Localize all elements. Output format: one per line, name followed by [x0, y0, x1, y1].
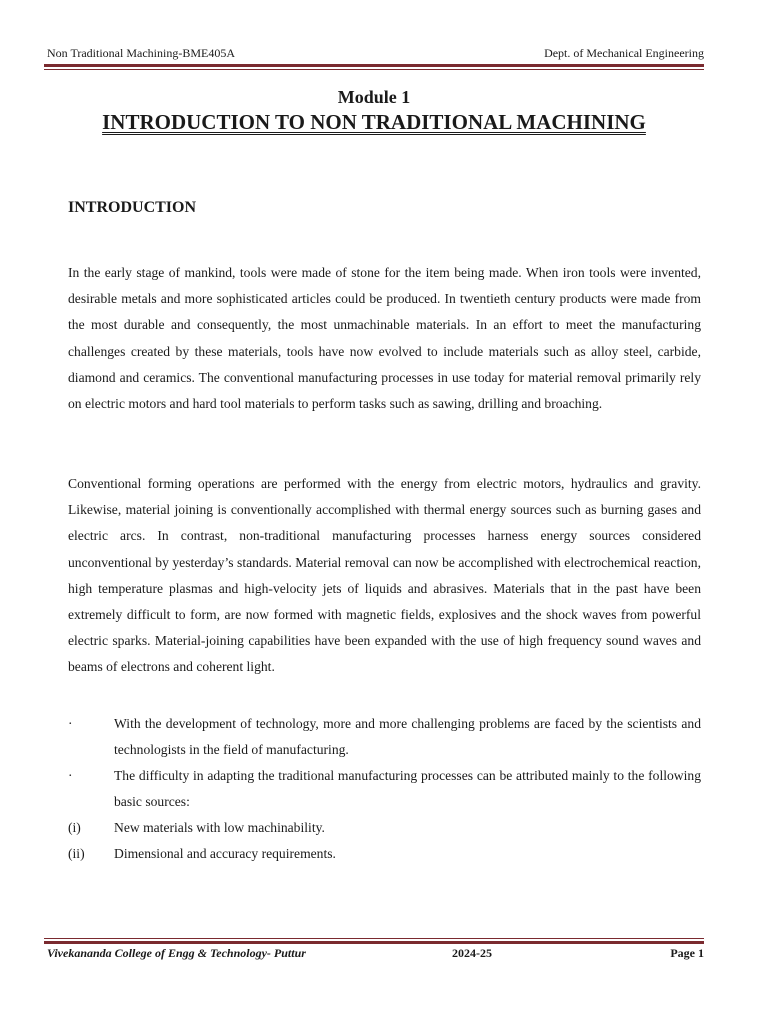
header-rule-thick	[44, 64, 704, 67]
footer-rule-thick	[44, 941, 704, 944]
list-item-text: With the development of technology, more and more challenging problems are faced by the scientists and technologists in the field of manufacturing.	[114, 716, 701, 757]
page-title: INTRODUCTION TO NON TRADITIONAL MACHINING	[102, 110, 646, 134]
page-header	[47, 44, 704, 62]
footer-rule-thin	[44, 938, 704, 939]
module-label: Module 1	[337, 87, 411, 107]
list-item-text: The difficulty in adapting the traditional manufacturing processes can be attributed mainly to the following basic sources:	[114, 768, 701, 809]
list-item-text: New materials with low machinability.	[114, 820, 325, 835]
bullet-marker: ·	[68, 768, 73, 783]
paragraph-1: In the early stage of mankind, tools were made of stone for the item being made. When iron tools were invented, desirable metals and more sophisticated articles could be produced. In twentieth century products were made from the most durable and consequently, the most unmachinable materials. In an effort to meet the manufacturing challenges created by these materials, tools have now evolved to include materials such as alloy steel, carbide, diamond and ceramics. The conventional manufacturing processes in use today for material removal primarily rely on electric motors and hard tool materials to perform tasks such as sawing, drilling and broaching.	[68, 265, 701, 412]
list-item	[68, 711, 701, 763]
footer-college: Vivekananda College of Engg & Technology- Puttur	[47, 946, 306, 960]
header-department: Dept. of Mechanical Engineering	[544, 46, 704, 60]
header-course-code: Non Traditional Machining-BME405A	[47, 46, 235, 60]
paragraph-2: Conventional forming operations are performed with the energy from electric motors, hydraulics and gravity. Likewise, material joining is conventionally accomplished with thermal energy sources such as burning gases and electric arcs. In contrast, non-traditional manufacturing processes harness energy sources considered unconventional by yesterday’s standards. Material removal can now be accomplished with electrochemical reaction, high temperature plasmas and high-velocity jets of liquids and abrasives. Materials that in the past have been extremely difficult to form, are now formed with magnetic fields, explosives and the shock waves from powerful electric sparks. Material-joining capabilities have been expanded with the use of high frequency sound waves and beams of electrons and coherent light.	[68, 476, 701, 675]
numbered-marker: (i)	[68, 820, 81, 835]
section-heading: INTRODUCTION	[68, 199, 197, 216]
list-item	[68, 763, 701, 815]
footer-page-number: Page 1	[670, 946, 704, 960]
footer-year: 2024-25	[452, 946, 492, 960]
list-item	[68, 815, 701, 841]
page-footer	[47, 946, 704, 964]
list-item-text: Dimensional and accuracy requirements.	[114, 846, 336, 861]
bullet-marker: ·	[68, 716, 73, 731]
list-item	[68, 841, 701, 867]
numbered-marker: (ii)	[68, 846, 85, 861]
header-rule-thin	[44, 69, 704, 70]
